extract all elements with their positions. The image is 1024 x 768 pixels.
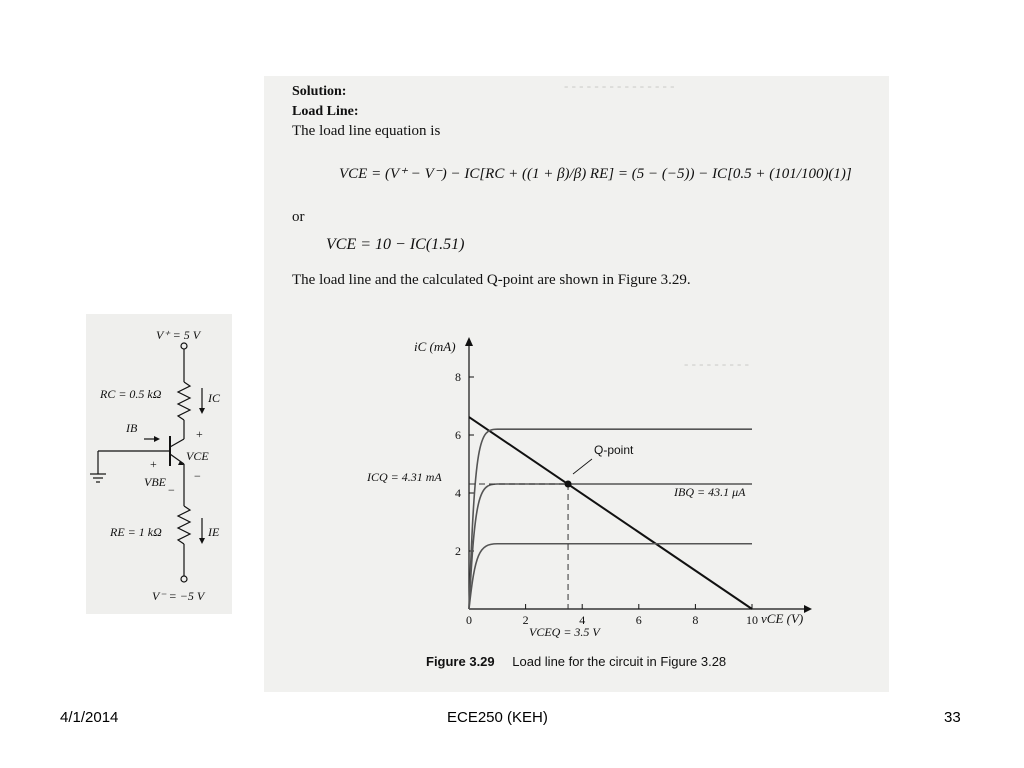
x-axis-arrow [804, 605, 812, 613]
x-axis-label: vCE (V) [761, 611, 804, 626]
vce-label: VCE [186, 449, 209, 463]
vbe-plus-sign: + [150, 457, 157, 471]
vce-minus-sign: − [194, 469, 201, 483]
load-line-heading: Load Line: [292, 104, 359, 119]
conclusion-text: The load line and the calculated Q-point are shown in Figure 3.29. [292, 272, 691, 288]
vce-plus-sign: + [196, 427, 203, 441]
characteristic-curve [469, 484, 752, 609]
x-tick-label: 0 [466, 613, 472, 627]
vminus-terminal [181, 576, 187, 582]
figure-number: Figure 3.29 [426, 654, 495, 669]
ie-label: IE [208, 525, 220, 539]
re-label: RE = 1 kΩ [110, 525, 162, 539]
x-tick-label: 4 [579, 613, 586, 627]
y-tick-label: 4 [455, 486, 461, 500]
ib-label: IB [126, 421, 138, 435]
footer-page-number: 33 [944, 709, 961, 726]
y-tick-label: 6 [455, 428, 461, 442]
ic-label: IC [208, 391, 220, 405]
load-line-figure [264, 76, 889, 692]
figure-caption-text: Load line for the circuit in Figure 3.28 [512, 654, 727, 669]
x-tick-label: 8 [692, 613, 699, 627]
x-tick-label: 6 [635, 613, 642, 627]
icq-label: ICQ = 4.31 mA [367, 470, 442, 484]
y-axis-label: iC (mA) [414, 339, 456, 354]
re-resistor [178, 506, 190, 544]
y-tick-label: 8 [455, 370, 461, 384]
solution-heading: Solution: [292, 84, 347, 99]
characteristic-curve [469, 544, 752, 609]
vplus-label: V⁺ = 5 V [156, 328, 201, 342]
footer-date: 4/1/2014 [60, 709, 119, 726]
y-axis-arrow [465, 337, 473, 346]
x-tick-label: 2 [522, 613, 529, 627]
circuit-diagram [86, 314, 232, 614]
q-point-leader [573, 459, 592, 474]
x-tick-label: 10 [746, 613, 758, 627]
circuit-schematic [86, 314, 232, 614]
q-point-marker [565, 481, 572, 488]
figure-caption [426, 654, 726, 669]
y-tick-label: 2 [455, 544, 461, 558]
vbe-minus-sign: − [168, 483, 175, 497]
textbook-scan: - - - - - - - - - - - - - - - - - - - - - - - - Solution: Load Line: The load line equation is VCE = (V⁺ − V⁻) − IC[RC + ((1 + β)/β) RE] = (5 − (−5)) − IC[0.5 + (101/100)(1)] or VCE = 10 − IC(1.51) The load line and the calculated Q-point are shown in Figure 3.29. 0 2 4 6 8 10 2 4 6 8 iC (mA) vCE (V) Q-point ICQ = 4.31 mA IBQ = 43.1 μA VCEQ = 3.5 V Figure 3.29 Load line for the circuit in Figure 3.28 [264, 76, 889, 692]
footer-course: ECE250 (KEH) [447, 709, 548, 726]
rc-resistor [178, 382, 190, 420]
equation-text: VCE = (V⁺ − V⁻) − IC[RC + ((1 + β)/β) RE] = (5 − (−5)) − IC[0.5 + (101/100)(1)] [339, 166, 852, 182]
vbe-label: VBE [144, 475, 166, 489]
load-line-intro: The load line equation is [292, 123, 441, 139]
vceq-label: VCEQ = 3.5 V [529, 625, 600, 639]
ibq-label: IBQ = 43.1 μA [674, 485, 746, 499]
vplus-terminal [181, 343, 187, 349]
q-point-label: Q-point [594, 443, 634, 457]
rc-label: RC = 0.5 kΩ [100, 387, 162, 401]
or-text: or [292, 209, 305, 225]
vminus-label: V⁻ = −5 V [152, 589, 205, 603]
simplified-equation: VCE = 10 − IC(1.51) [326, 236, 465, 253]
